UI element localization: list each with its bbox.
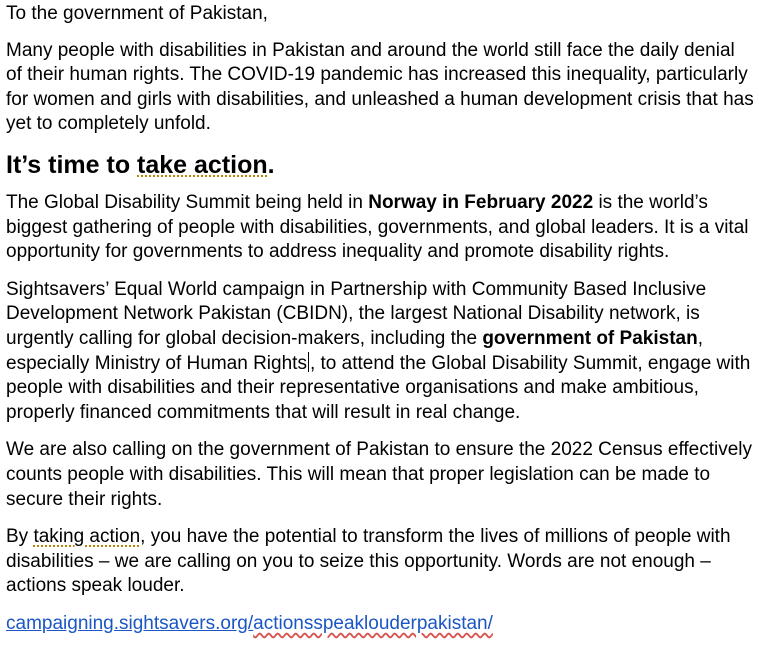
heading-text-after: . — [267, 150, 275, 179]
paragraph-summit-bold: Norway in February 2022 — [368, 191, 594, 213]
text-cursor — [308, 352, 309, 372]
paragraph-summit-before: The Global Disability Summit being held in — [6, 191, 369, 213]
heading-highlight-take-action: take action — [137, 150, 268, 179]
paragraph-closing-before: By — [6, 526, 34, 548]
paragraph-closing-after: , you have the potential to transform the lives of millions of people with disabilities – we are calling on you to seize this opportunity. Words are not enough – actions speak louder. — [6, 526, 731, 597]
paragraph-campaign — [6, 278, 755, 426]
heading-text-before: It’s time to — [6, 150, 138, 179]
paragraph-intro: Many people with disabilities in Pakistan and around the world still face the daily denial of their human rights. The COVID-19 pandemic has increased this inequality, particularly for women and girls with disabilities, and unleashed a human development crisis that has yet to completely unfold. — [6, 39, 754, 135]
campaign-link-line[interactable] — [6, 612, 755, 637]
campaign-link[interactable]: campaigning.sightsavers.org/ — [6, 612, 254, 634]
salutation: To the government of Pakistan, — [6, 3, 268, 24]
paragraph-campaign-after: , to attend the Global Disability Summit, engage with people with disabilities and their representative organisations and make ambitious, properly financed commitments that will result in real change. — [6, 352, 751, 423]
document-page — [6, 0, 755, 636]
paragraph-summit-after: is the world’s biggest gathering of people with disabilities, governments, and global leaders. It is a vital opportunity for governments to address inequality and promote disability rights. — [6, 191, 749, 263]
paragraph-campaign-before: Sightsavers’ Equal World campaign in Partnership with Community Based Inclusive Development Network Pakistan (CBIDN), the largest National Disability network, is urgently calling for global decision-makers, including the — [6, 278, 707, 349]
paragraph-closing-highlight: taking action — [33, 526, 141, 548]
paragraph-campaign-middle: , especially Ministry of Human Rights — [6, 327, 703, 374]
paragraph-census: We are also calling on the government of Pakistan to ensure the 2022 Census effectively counts people with disabilities. This will mean that proper legislation can be made to secure their rights. — [6, 439, 753, 510]
paragraph-campaign-bold: government of Pakistan — [482, 327, 698, 349]
heading-call-to-action — [6, 150, 755, 180]
campaign-link-flagged[interactable]: actionsspeaklouderpakistan/ — [253, 612, 493, 634]
paragraph-summit — [6, 191, 755, 265]
paragraph-closing — [6, 525, 755, 599]
